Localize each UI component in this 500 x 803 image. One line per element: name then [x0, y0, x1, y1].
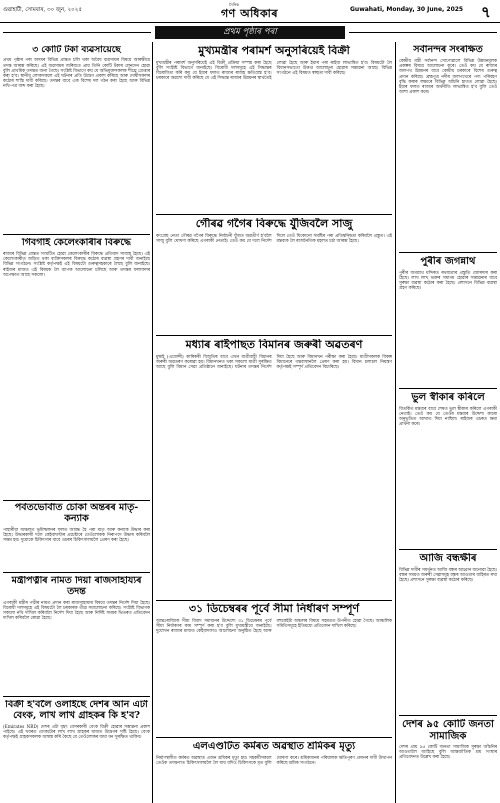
- headline: মুখ্যমন্ত্ৰীৰ পৰামৰ্শ অনুসৰিয়েই বিক্ৰী: [198, 45, 350, 57]
- section-banner: প্ৰথম পৃষ্ঠাৰ পৰা: [155, 26, 345, 39]
- headline: এলএণ্ডটিত কৰ্মৰত অৱস্থাত শ্ৰমিকৰ মৃত্যু: [192, 741, 356, 752]
- headline: ভুল স্বীকাৰ কৰিলে: [411, 392, 485, 403]
- article-sarbananda: [399, 45, 497, 250]
- article-body: কংগ্ৰেছ নেতা গৌৰৱ গগৈৰ বিৰুদ্ধে নিৰ্বাচনী যুঁজত অৱতীৰ্ণ হ'বলৈ সাজু বুলি ঘোষণা কৰিছে এগৰাকী নেতাই। তেওঁ কয় যে দলে নিৰ্দেশ দিলে তেওঁ যিকোনো সমষ্টিৰ পৰা প্ৰতিদ্বন্দ্বিতা কৰিবলৈ প্ৰস্তুত। এই মন্তব্যক লৈ ৰাজনৈতিক মহলত চৰ্চা আৰম্ভ হৈছে।: [156, 233, 392, 244]
- divider: [3, 572, 150, 573]
- article-shutdown: [399, 553, 497, 713]
- article-body: আন্তঃৰাজ্যিক সীমা বিবাদ সমাধানৰ উদ্দেশ্যে ৩১ ডিচেম্বৰৰ পূৰ্বে সীমা নিৰ্ধাৰণৰ কাম সম্পূৰ্ণ কৰা হ'ব বুলি মুখ্যমন্ত্ৰীয়ে জনাইছে। দুয়োখন ৰাজ্যৰ মাজত কেইবাদফাও আলোচনা অনুষ্ঠিত হৈছে আৰু বহুকেইটা অঞ্চলৰ বিষয়ে সহমতত উপনীত হোৱা গৈছে। আঞ্চলিক সমিতিসমূহে ইতিমধ্যে প্ৰতিবেদন দাখিল কৰিছে।: [156, 618, 392, 635]
- article-body: কেন্দ্ৰীয় মন্ত্ৰী সৰ্বানন্দ সোণোৱালে বিভিন্ন উন্নয়নমূলক প্ৰকল্পৰ বিষয়ে আলোচনা কৰে। তেওঁ কয় যে ৰাজ্যৰ জলপথ উন্নয়নৰ বাবে কেন্দ্ৰীয় চৰকাৰে বিশেষ গুৰুত্ব প্ৰদান কৰিছে। ব্ৰহ্মপুত্ৰ নদীৰ জলপথেৰে পণ্য পৰিবহণ বৃদ্ধি কৰাৰ লক্ষ্যৰে বিভিন্ন আঁচনি হাতত লোৱা হৈছে। ইয়াৰ ফলত ৰাজ্যৰ অৰ্থনীতি লাভান্বিত হ'ব বুলি তেওঁ আশা প্ৰকাশ কৰে।: [399, 58, 497, 96]
- headline: ৩ কোটি টকা ব্যৱসায়েছে: [32, 45, 121, 55]
- headline: পৰ্বতভোৰ্বাত চোকা অন্তৰৰ মাতৃ-কন্যাক: [14, 503, 139, 524]
- article-cm-advice: [156, 45, 392, 210]
- divider: [399, 252, 497, 253]
- banner-rule-left: [3, 32, 151, 33]
- article-body: প্ৰথম পৃষ্ঠাৰ পৰা অসমৰ বিভিন্ন প্ৰান্তত চলি থকা অবৈধ ব্যৱসায়ৰ বিষয়ে আৰক্ষীয়ে তদন্ত আৰম্ভ কৰিছে। এই ব্যৱসায়ৰ জৰিয়তে প্ৰায় তিনি কোটি টকাৰ লেনদেন হোৱা বুলি প্ৰাথমিক তদন্তত জনা গৈছে। সংশ্লিষ্ট বিভাগে কয় যে অভিযুক্তসকলক শীঘ্ৰে গ্ৰেপ্তাৰ কৰা হ'ব। স্থানীয় লোকসকলে এই ঘটনাৰ প্ৰতি উদ্বেগ প্ৰকাশ কৰিছে আৰু দোষীসকলৰ কঠোৰ শাস্তি দাবী কৰিছে। তদন্তৰ বাবে এক বিশেষ দল গঠন কৰা হৈছে আৰু বিভিন্ন নথি-পত্ৰ জব্দ কৰা হৈছে।: [3, 58, 150, 90]
- headline: ৩১ ডিচেম্বৰৰ পূৰ্বে সীমা নিৰ্ধাৰণ সম্পূৰ্ণ: [188, 603, 360, 615]
- divider: [399, 549, 497, 550]
- headline: আজি বন্ধক্ষীৰ: [419, 553, 477, 564]
- column-rule: [152, 42, 153, 803]
- headline: গৌৰৱ গগৈৰ বিৰুদ্ধে যুঁজিবলৈ সাজু: [195, 218, 353, 230]
- masthead: [0, 0, 500, 23]
- article-body: মুখ্যমন্ত্ৰীৰ পৰামৰ্শ অনুসৰিয়েই এই বিক্ৰী প্ৰক্ৰিয়া সম্পন্ন কৰা হৈছে বুলি সংশ্লিষ্ট বিভাগে জনাইছে। বিৰোধী দলসমূহে এই সিদ্ধান্তৰ বিৰোধিতা কৰি কয় যে ইয়াৰ ফলত ৰাজ্যৰ ৰাজহ ক্ষতিগ্ৰস্ত হ'ব। চৰকাৰে অৱশ্যে দাবী কৰিছে যে এই সিদ্ধান্ত ৰাজ্যৰ উন্নয়নৰ স্বাৰ্থতেই লোৱা হৈছে আৰু ইয়াৰ পৰা ৰাইজ লাভান্বিত হ'ব। বিষয়টো লৈ বিধানসভাতো উত্তপ্ত আলোচনা হোৱাৰ সম্ভাৱনা আছে। বিভিন্ন সংগঠনে এই বিষয়ত স্বচ্ছতা দাবী কৰিছে।: [156, 60, 392, 82]
- article-minister-probe: [3, 576, 150, 694]
- article-body: নিৰ্মাণস্থলীত কৰ্মৰত অৱস্থাত এজন শ্ৰমিকৰ মৃত্যু হয়। সহকৰ্মীসকলে তেওঁক তৎক্ষণাত চিকিৎসালয়লৈ লৈ যায় যদিও চিকিৎসকে মৃত বুলি ঘোষণা কৰে। শ্ৰমিকজনৰ পৰিয়ালক ক্ষতিপূৰণ প্ৰদানৰ দাবী উত্থাপন কৰিছে শ্ৰমিক সংগঠনে।: [156, 755, 392, 766]
- article-crore-business: [3, 45, 150, 233]
- article-body: ৰাজ্যৰ বিভিন্ন প্ৰান্তত সংঘটিত হোৱা কেলেংকাৰীৰ বিৰুদ্ধে প্ৰতিবাদ সাব্যস্ত হৈছে। এই কেলেংকাৰীত জড়িত থকা ব্যক্তিসকলৰ বিৰুদ্ধে কঠোৰ ব্যৱস্থা গ্ৰহণৰ দাবী জনাইছে বিভিন্ন সংগঠনে। সংশ্লিষ্ট কৰ্তৃপক্ষই এই বিষয়টো গুৰুত্বসহকাৰে লৈছে বুলি জনাইছে। ৰাইজৰ মাজত এই বিষয়ক লৈ ব্যাপক আলোচনা চলিছে আৰু তদন্তৰ ফলাফলৰ অপেক্ষাত আছে সকলো।: [3, 251, 150, 278]
- divider: [3, 234, 150, 235]
- headline: সৰ্বানন্দৰ সংৰক্ষিত: [413, 45, 483, 55]
- article-bank-sale: [3, 700, 150, 803]
- page-number: ৭: [481, 3, 491, 21]
- article-gibbon-scam: [3, 238, 150, 500]
- article-body: বিতৰ্কিত মন্তব্যৰ বাবে শেষত ভুল স্বীকাৰ কৰিলে এগৰাকী নেতাই। তেওঁ কয় যে তেওঁৰ মন্তব্যৰ উদ্দেশ্য কাৰো অনুভূতিত আঘাত দিয়া নাছিল। ৰাইজৰ ওচৰত ক্ষমা প্ৰাৰ্থনা কৰে।: [399, 406, 497, 428]
- headline: গিবগাই কেলেংকাৰীৰ বিৰুদ্ধে: [21, 238, 131, 248]
- headline: বিক্ৰী হ'বলৈ ওলাইছে দেশৰ আন এটা বেংক, লাখ লাখ গ্ৰাহকৰ কি হ'ব?: [5, 700, 148, 721]
- divider: [156, 214, 392, 215]
- article-body: বিভিন্ন দাবীৰ সমৰ্থনত আজি বন্ধৰ আহ্বান জনোৱা হৈছে। বন্ধৰ সময়ত জৰুৰী সেৱাসমূহ বন্ধৰ আওতাৰ বাহিৰত ৰখা হৈছে। প্ৰশাসনে সুৰক্ষা ব্যৱস্থা কঠোৰ কৰিছে।: [399, 567, 497, 583]
- article-puri-jagannath: [399, 256, 497, 386]
- divider: [156, 600, 392, 601]
- article-body: দেশৰ প্ৰায় ৯৫ কোটি জনতা সামাজিক সুৰক্ষা আঁচনিৰ আওতালৈ আহিছে বুলি আন্তৰ্জাতিক শ্ৰম সংস্থাৰ প্ৰতিবেদনত উল্লেখ কৰা হৈছে।: [399, 745, 497, 761]
- article-body: মুম্বাই (এজেন্সী) কাৰিকৰী বিজুতিৰ বাবে এখন যাত্ৰীবাহী বিমানৰ জৰুৰী অৱতৰণ কৰোৱা হয়। বিমানখনত থকা সকলো যাত্ৰী সুৰক্ষিত আছে বুলি বিমান সেৱা প্ৰতিষ্ঠানে জনাইছে। ঘটনাৰ তদন্তৰ নিৰ্দেশ দিয়া হৈছে আৰু বিমানখন পৰীক্ষা কৰা হৈছে। যাত্ৰীসকলক বিকল্প বিমানেৰে গন্তব্যস্থানলৈ প্ৰেৰণ কৰা হয়। বিমান চলাচল নিয়ন্ত্ৰণ কৰ্তৃপক্ষই সম্পূৰ্ণ প্ৰতিবেদন বিচাৰিছে।: [156, 354, 392, 371]
- headline: পুৰীৰ জগন্নাথ: [420, 256, 476, 267]
- divider: [156, 737, 392, 738]
- article-border-demarcation: [156, 603, 392, 733]
- logo-title: গণ অধিকাৰ: [220, 7, 279, 20]
- article-plane-landing: [156, 339, 392, 519]
- headline: দেশৰ ৯৫ কোটি জনতা সামাজিক: [402, 719, 494, 742]
- article-body: এগৰাকী মন্ত্ৰীৰ পত্নীৰ নামত প্ৰদান কৰা ৰাজসাহায্যৰ বিষয়ে তদন্তৰ নিৰ্দেশ দিয়া হৈছে। বিৰোধী দলসমূহে এই বিষয়টো লৈ চৰকাৰক তীব্ৰ সমালোচনা কৰিছে। সংশ্লিষ্ট বিভাগক সকলো নথি দাখিল কৰিবলৈ নিৰ্দেশ দিয়া হৈছে আৰু নিৰ্দিষ্ট সময়ৰ ভিতৰত প্ৰতিবেদন দাখিল কৰিবলৈ কোৱা হৈছে।: [3, 600, 150, 622]
- date-left: গুৱাহাটী, সোমবাৰ, ৩০ জুন, ২০২৫: [3, 7, 82, 13]
- divider: [156, 335, 392, 336]
- headline: মন্ত্ৰীপত্নীৰ নামত দিয়া ৰাজসাহায্যৰ তদন্ত: [11, 576, 142, 597]
- article-apology: [399, 392, 497, 547]
- divider: [3, 696, 150, 697]
- article-body: (Emirates NBD) দেশৰ এটা বৃহৎ বেসৰকাৰী বেংক বিক্ৰী হোৱাৰ সম্ভাৱনা প্ৰকাশ পাইছে। এই খবৰত বেংকটোৰ লাখ লাখ গ্ৰাহকৰ মাজত উদ্বেগৰ সৃষ্টি হৈছে। বেংক কৰ্তৃপক্ষই গ্ৰাহকসকলক আশ্বস্ত কৰি কৈছে যে তেওঁলোকৰ জমা ধন সুৰক্ষিত থাকিব।: [3, 724, 150, 741]
- article-body: পুৰীৰ জগন্নাথ মন্দিৰত ৰথযাত্ৰাৰ প্ৰস্তুতি জোৰদাৰ কৰা হৈছে। লাখ লাখ ভক্তৰ সমাগম হোৱাৰ সম্ভাৱনাৰ বাবে সুৰক্ষা ব্যৱস্থা কঠোৰ কৰা হৈছে। প্ৰশাসনে বিভিন্ন ব্যৱস্থা গ্ৰহণ কৰিছে।: [399, 270, 497, 292]
- column-rule: [395, 42, 396, 803]
- article-gaurav-gogoi: [156, 218, 392, 333]
- headline: মধ্যাৰ ৰাইপাছত বিমানৰ জৰুৰী অৱতৰণ: [185, 339, 363, 351]
- divider: [3, 500, 150, 501]
- divider: [399, 388, 497, 389]
- article-worker-death: [156, 741, 392, 803]
- date-right: Guwahati, Monday, 30 June, 2025: [350, 6, 464, 13]
- logo-small-text: দৈনিক: [229, 2, 240, 7]
- article-crore-social: [399, 719, 497, 803]
- banner-rule-right: [349, 32, 497, 33]
- newspaper-logo: [197, 2, 302, 19]
- divider: [399, 715, 497, 716]
- article-body: পাহাৰীয়া অঞ্চলত ভূমিস্খলনৰ ফলত আবদ্ধ হৈ পৰা মাতৃ আৰু কন্যাক উদ্ধাৰ কৰা হৈছে। উদ্ধাৰকাৰী দলে কেইবাঘণ্টাৰ প্ৰচেষ্টাৰে তেওঁলোকক নিৰাপদে উদ্ধাৰ কৰিবলৈ সক্ষম হয়। দুয়োকে চিকিৎসাৰ বাবে ওচৰৰ চিকিৎসালয়লৈ প্ৰেৰণ কৰা হৈছে।: [3, 527, 150, 544]
